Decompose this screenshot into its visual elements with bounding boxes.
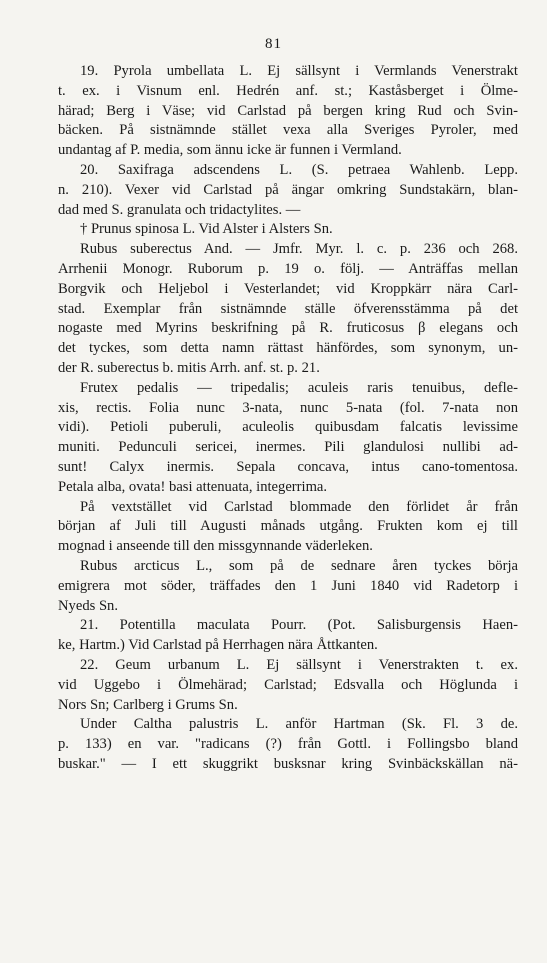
text-line: Rubus arcticus L., som på de sednare åren tyckes börja — [80, 557, 518, 574]
text-line: Arrhenii Monogr. Ruborum p. 19 o. följ. — Anträffas mellan — [58, 260, 518, 277]
text-line: p. 133) en var. "radicans (?) från Gottl. i Follingsbo bland — [58, 736, 518, 753]
text-line: 21. Potentilla maculata Pourr. (Pot. Salisburgensis Haen- — [80, 617, 518, 634]
text-line: Nors Sn; Carlberg i Grums Sn. — [58, 696, 238, 713]
text-line: der R. suberectus b. mitis Arrh. anf. st. p. 21. — [58, 359, 320, 376]
text-line: 20. Saxifraga adscendens L. (S. petraea Wahlenb. Lepp. — [80, 161, 518, 178]
text-line: n. 210). Vexer vid Carlstad på ängar omkring Sundstakärn, blan- — [58, 181, 518, 198]
text-line: Frutex pedalis — tripedalis; aculeis raris tenuibus, defle- — [80, 379, 518, 396]
text-line: början af Juli till Augusti månads utgång. Frukten kom ej till — [58, 518, 518, 535]
text-line: sunt! Calyx inermis. Sepala concava, intus cano-tomentosa. — [58, 458, 518, 475]
text-line: Rubus suberectus And. — Jmfr. Myr. l. c. p. 236 och 268. — [80, 241, 518, 258]
text-line: emigrera mot söder, träffades den 1 Juni 1840 vid Radetorp i — [58, 577, 518, 594]
text-line: ke, Hartm.) Vid Carlstad på Herrhagen nära Åttkanten. — [58, 637, 378, 654]
text-line: muniti. Pedunculi sericei, inermes. Pili glandulosi nullibi ad- — [58, 439, 518, 456]
page-body-text — [58, 62, 518, 775]
text-line: På vextstället vid Carlstad blommade den förlidet år från — [80, 498, 518, 515]
text-line: xis, rectis. Folia nunc 3-nata, nunc 5-nata (fol. 7-nata non — [58, 399, 518, 416]
page-number: 81 — [265, 36, 282, 52]
text-line: nogaste med Myrins beskrifning på R. fruticosus β elegans och — [58, 320, 518, 337]
text-line: vid Uggebo i Ölmehärad; Carlstad; Edsvalla och Höglunda i — [58, 676, 518, 693]
text-line: vidi). Petioli puberuli, aculeolis quibusdam falcatis levissime — [58, 419, 518, 436]
text-line: bäcken. På sistnämnde stället vexa alla Sveriges Pyroler, med — [58, 122, 518, 139]
text-line: dad med S. granulata och tridactylites. — — [58, 201, 301, 218]
text-line: Nyeds Sn. — [58, 597, 118, 614]
text-line: buskar." — I ett skuggrikt busksnar kring Svinbäckskällan nä- — [58, 755, 518, 772]
text-line: t. ex. i Visnum enl. Hedrén anf. st.; Kaståsberget i Ölme- — [58, 82, 518, 99]
text-line: Under Caltha palustris L. anför Hartman (Sk. Fl. 3 de. — [80, 716, 518, 733]
text-line: † Prunus spinosa L. Vid Alster i Alsters Sn. — [80, 221, 333, 238]
text-line: Borgvik och Heljebol i Vesterlandet; vid Kroppkärr nära Carl- — [58, 280, 518, 297]
text-line: härad; Berg i Väse; vid Carlstad på bergen kring Rud och Svin- — [58, 102, 518, 119]
text-line: undantag af P. media, som ännu icke är funnen i Vermland. — [58, 142, 402, 159]
text-line: stad. Exemplar från sistnämnde ställe öfverensstämma på det — [58, 300, 518, 317]
text-line: Petala alba, ovata! basi attenuata, integerrima. — [58, 478, 328, 495]
text-line: 19. Pyrola umbellata L. Ej sällsynt i Vermlands Venerstrakt — [80, 63, 518, 79]
text-line: det tyckes, som detta namn rättast hänfördes, som synonym, un- — [58, 340, 518, 357]
text-line: mognad i anseende till den missgynnande väderleken. — [58, 538, 373, 555]
text-line: 22. Geum urbanum L. Ej sällsynt i Venerstrakten t. ex. — [80, 656, 518, 673]
